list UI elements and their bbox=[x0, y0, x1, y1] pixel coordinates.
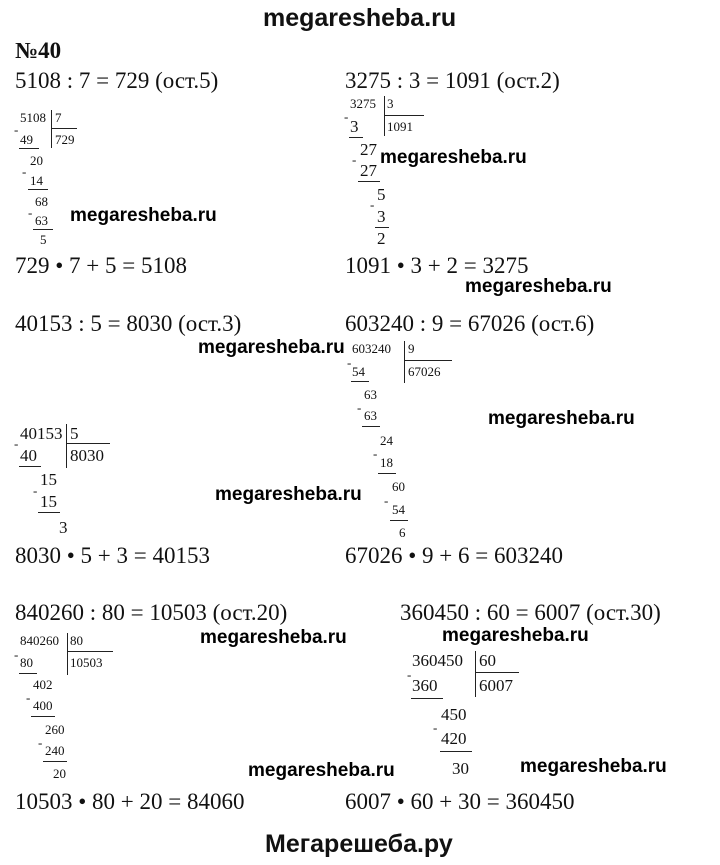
division-4-quotient: 67026 bbox=[408, 364, 441, 379]
division-5-divisor: 80 bbox=[70, 633, 83, 648]
division-2-vline bbox=[384, 96, 385, 136]
minus-sign: - bbox=[352, 152, 357, 167]
division-4-step: 54 bbox=[352, 364, 365, 379]
division-3-divisor: 5 bbox=[70, 424, 79, 443]
division-2-step: 27 bbox=[360, 161, 377, 180]
division-1-quotient: 729 bbox=[55, 132, 75, 147]
step-underline bbox=[411, 698, 443, 699]
step-underline bbox=[440, 751, 472, 752]
equation-2: 3275 : 3 = 1091 (ост.2) bbox=[345, 68, 560, 93]
watermark: megaresheba.ru bbox=[70, 205, 217, 226]
division-1-step: 20 bbox=[30, 153, 43, 168]
problem-number: №40 bbox=[15, 38, 62, 63]
division-1-hline bbox=[51, 128, 77, 129]
division-1-step: 14 bbox=[30, 173, 43, 188]
division-2-hline bbox=[384, 115, 424, 116]
division-3-step: 15 bbox=[40, 470, 57, 489]
watermark: megaresheba.ru bbox=[198, 337, 345, 358]
division-5-dividend: 840260 bbox=[20, 633, 59, 648]
step-underline bbox=[28, 189, 48, 190]
watermark: megaresheba.ru bbox=[488, 408, 635, 429]
division-6-vline bbox=[475, 651, 476, 697]
division-5-step: 400 bbox=[33, 698, 53, 713]
step-underline bbox=[362, 426, 380, 427]
division-5-step: 240 bbox=[45, 743, 65, 758]
division-2-remainder: 2 bbox=[377, 229, 386, 248]
division-1-remainder: 5 bbox=[40, 232, 47, 247]
equation-3: 40153 : 5 = 8030 (ост.3) bbox=[15, 311, 242, 336]
check-4: 67026 • 9 + 6 = 603240 bbox=[345, 543, 563, 568]
step-underline bbox=[38, 512, 60, 513]
division-4-step: 63 bbox=[364, 408, 377, 423]
minus-sign: - bbox=[33, 483, 38, 498]
division-4-vline bbox=[404, 341, 405, 383]
watermark: megaresheba.ru bbox=[200, 627, 347, 648]
minus-sign: - bbox=[357, 400, 362, 415]
division-3-dividend: 40153 bbox=[20, 424, 63, 443]
division-5-step: 260 bbox=[45, 722, 65, 737]
minus-sign: - bbox=[26, 690, 31, 705]
step-underline bbox=[19, 673, 37, 674]
minus-sign: - bbox=[14, 436, 19, 451]
division-3-step: 15 bbox=[40, 492, 57, 511]
minus-sign: - bbox=[14, 122, 19, 137]
division-3-vline bbox=[66, 424, 67, 468]
site-title[interactable]: megaresheba.ru bbox=[263, 4, 457, 32]
division-1-divisor: 7 bbox=[55, 110, 62, 125]
division-4-step: 18 bbox=[380, 455, 393, 470]
division-5-step: 80 bbox=[20, 655, 33, 670]
check-1: 729 • 7 + 5 = 5108 bbox=[15, 253, 187, 278]
watermark: megaresheba.ru bbox=[248, 760, 395, 781]
step-underline bbox=[349, 137, 363, 138]
division-2-dividend: 3275 bbox=[350, 96, 376, 111]
division-3-remainder: 3 bbox=[59, 518, 68, 537]
division-6-dividend: 360450 bbox=[412, 651, 463, 670]
division-6-step: 450 bbox=[441, 705, 467, 724]
division-5-remainder: 20 bbox=[53, 766, 66, 781]
division-6-quotient: 6007 bbox=[479, 676, 513, 695]
division-1-step: 63 bbox=[35, 213, 48, 228]
watermark: megaresheba.ru bbox=[465, 276, 612, 297]
minus-sign: - bbox=[38, 735, 43, 750]
check-5: 10503 • 80 + 20 = 84060 bbox=[15, 789, 245, 814]
watermark: megaresheba.ru bbox=[380, 147, 527, 168]
division-6-step: 420 bbox=[441, 729, 467, 748]
division-2-step: 27 bbox=[360, 140, 377, 159]
division-2-quotient: 1091 bbox=[387, 119, 413, 134]
watermark: megaresheba.ru bbox=[520, 756, 667, 777]
watermark: megaresheba.ru bbox=[215, 484, 362, 505]
equation-1: 5108 : 7 = 729 (ост.5) bbox=[15, 68, 219, 93]
division-5-vline bbox=[67, 633, 68, 675]
division-4-dividend: 603240 bbox=[352, 341, 391, 356]
step-underline bbox=[19, 466, 41, 467]
step-underline bbox=[33, 229, 53, 230]
division-6-step: 360 bbox=[412, 676, 438, 695]
minus-sign: - bbox=[433, 720, 438, 735]
division-2-step: 3 bbox=[377, 207, 386, 226]
division-6-divisor: 60 bbox=[479, 651, 496, 670]
division-3-hline bbox=[66, 443, 110, 444]
division-1-step: 68 bbox=[35, 194, 48, 209]
division-4-step: 60 bbox=[392, 479, 405, 494]
minus-sign: - bbox=[344, 109, 349, 124]
step-underline bbox=[390, 520, 408, 521]
site-footer[interactable]: Мегарешеба.ру bbox=[265, 830, 453, 858]
step-underline bbox=[358, 181, 380, 182]
division-4-step: 63 bbox=[364, 387, 377, 402]
equation-5: 840260 : 80 = 10503 (ост.20) bbox=[15, 600, 288, 625]
check-6: 6007 • 60 + 30 = 360450 bbox=[345, 789, 575, 814]
minus-sign: - bbox=[373, 446, 378, 461]
step-underline bbox=[43, 761, 67, 762]
minus-sign: - bbox=[347, 355, 352, 370]
division-1-step: 49 bbox=[20, 132, 33, 147]
division-4-remainder: 6 bbox=[399, 525, 406, 540]
check-3: 8030 • 5 + 3 = 40153 bbox=[15, 543, 210, 568]
minus-sign: - bbox=[407, 667, 412, 682]
check-2: 1091 • 3 + 2 = 3275 bbox=[345, 253, 529, 278]
minus-sign: - bbox=[370, 197, 375, 212]
division-4-divisor: 9 bbox=[408, 341, 415, 356]
division-6-remainder: 30 bbox=[452, 759, 469, 778]
division-3-quotient: 8030 bbox=[70, 446, 104, 465]
division-2-divisor: 3 bbox=[387, 96, 394, 111]
minus-sign: - bbox=[28, 205, 33, 220]
division-1-vline bbox=[51, 110, 52, 148]
minus-sign: - bbox=[384, 493, 389, 508]
step-underline bbox=[19, 148, 39, 149]
step-underline bbox=[378, 473, 396, 474]
division-2-step: 5 bbox=[377, 185, 386, 204]
equation-4: 603240 : 9 = 67026 (ост.6) bbox=[345, 311, 595, 336]
division-1-dividend: 5108 bbox=[20, 110, 46, 125]
division-5-quotient: 10503 bbox=[70, 655, 103, 670]
division-6-hline bbox=[475, 672, 519, 673]
minus-sign: - bbox=[14, 647, 19, 662]
division-4-hline bbox=[404, 360, 452, 361]
division-2-step: 3 bbox=[350, 117, 359, 136]
step-underline bbox=[375, 227, 389, 228]
step-underline bbox=[351, 381, 369, 382]
division-4-step: 54 bbox=[392, 502, 405, 517]
equation-6: 360450 : 60 = 6007 (ост.30) bbox=[400, 600, 661, 625]
division-5-step: 402 bbox=[33, 677, 53, 692]
minus-sign: - bbox=[22, 164, 27, 179]
step-underline bbox=[31, 716, 55, 717]
division-4-step: 24 bbox=[380, 433, 393, 448]
division-5-hline bbox=[67, 651, 113, 652]
watermark: megaresheba.ru bbox=[442, 625, 589, 646]
division-3-step: 40 bbox=[20, 446, 37, 465]
